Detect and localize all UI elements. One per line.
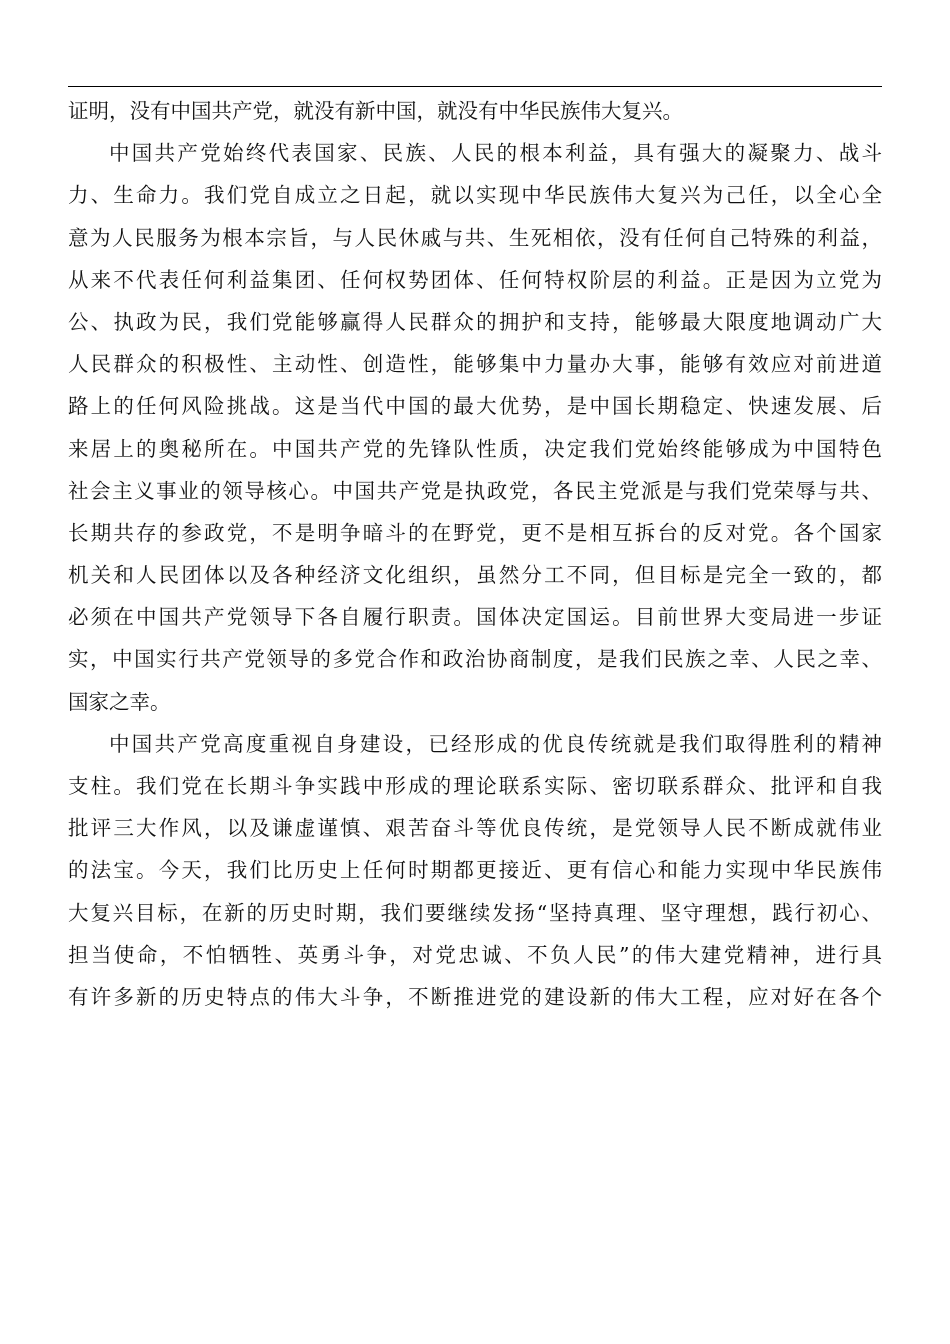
- paragraph-party-interests: [68, 132, 882, 723]
- text-line: 批评三大作风，以及谦虚谨慎、艰苦奋斗等优良传统，是党领导人民不断成就伟业: [68, 816, 882, 841]
- text-line: 路上的任何风险挑战。这是当代中国的最大优势，是中国长期稳定、快速发展、后: [68, 394, 882, 419]
- text-line: 担当使命，不怕牺牲、英勇斗争，对党忠诚、不负人民”的伟大建党精神，进行具: [68, 942, 882, 967]
- text-line: 力、生命力。我们党自成立之日起，就以实现中华民族伟大复兴为己任，以全心全: [68, 183, 882, 208]
- text-line: 有许多新的历史特点的伟大斗争，不断推进党的建设新的伟大工程，应对好在各个: [68, 984, 882, 1009]
- text-line: 公、执政为民，我们党能够赢得人民群众的拥护和支持，能够最大限度地调动广大: [68, 309, 882, 334]
- header-rule: [68, 86, 882, 87]
- text-line: 实，中国实行共产党领导的多党合作和政治协商制度，是我们民族之幸、人民之幸、: [68, 647, 882, 672]
- text-line: 必须在中国共产党领导下各自履行职责。国体决定国运。目前世界大变局进一步证: [68, 605, 882, 630]
- text-line: 意为人民服务为根本宗旨，与人民休戚与共、生死相依，没有任何自己特殊的利益，: [68, 225, 882, 250]
- text-line: 来居上的奥秘所在。中国共产党的先锋队性质，决定我们党始终能够成为中国特色: [68, 436, 882, 461]
- text-line: 大复兴目标，在新的历史时期，我们要继续发扬“坚持真理、坚守理想，践行初心、: [68, 900, 882, 925]
- text-line: 中国共产党高度重视自身建设，已经形成的优良传统就是我们取得胜利的精神: [109, 731, 882, 756]
- text-line: 机关和人民团体以及各种经济文化组织，虽然分工不同，但目标是完全一致的，都: [68, 563, 882, 588]
- body-text: [68, 90, 882, 1018]
- text-line: 证明，没有中国共产党，就没有新中国，就没有中华民族伟大复兴。: [68, 99, 683, 123]
- text-line: 长期共存的参政党，不是明争暗斗的在野党，更不是相互拆台的反对党。各个国家: [68, 520, 882, 545]
- text-line: 的法宝。今天，我们比历史上任何时期都更接近、更有信心和能力实现中华民族伟: [68, 858, 882, 883]
- text-line: 支柱。我们党在长期斗争实践中形成的理论联系实际、密切联系群众、批评和自我: [68, 774, 882, 798]
- text-line: 社会主义事业的领导核心。中国共产党是执政党，各民主党派是与我们党荣辱与共、: [68, 478, 882, 503]
- paragraph-continuation: [68, 90, 882, 132]
- text-line: 国家之幸。: [68, 689, 171, 714]
- text-line: 中国共产党始终代表国家、民族、人民的根本利益，具有强大的凝聚力、战斗: [109, 141, 882, 166]
- text-line: 从来不代表任何利益集团、任何权势团体、任何特权阶层的利益。正是因为立党为: [68, 267, 882, 292]
- paragraph-self-building: [68, 723, 882, 1018]
- text-line: 人民群众的积极性、主动性、创造性，能够集中力量办大事，能够有效应对前进道: [68, 352, 882, 377]
